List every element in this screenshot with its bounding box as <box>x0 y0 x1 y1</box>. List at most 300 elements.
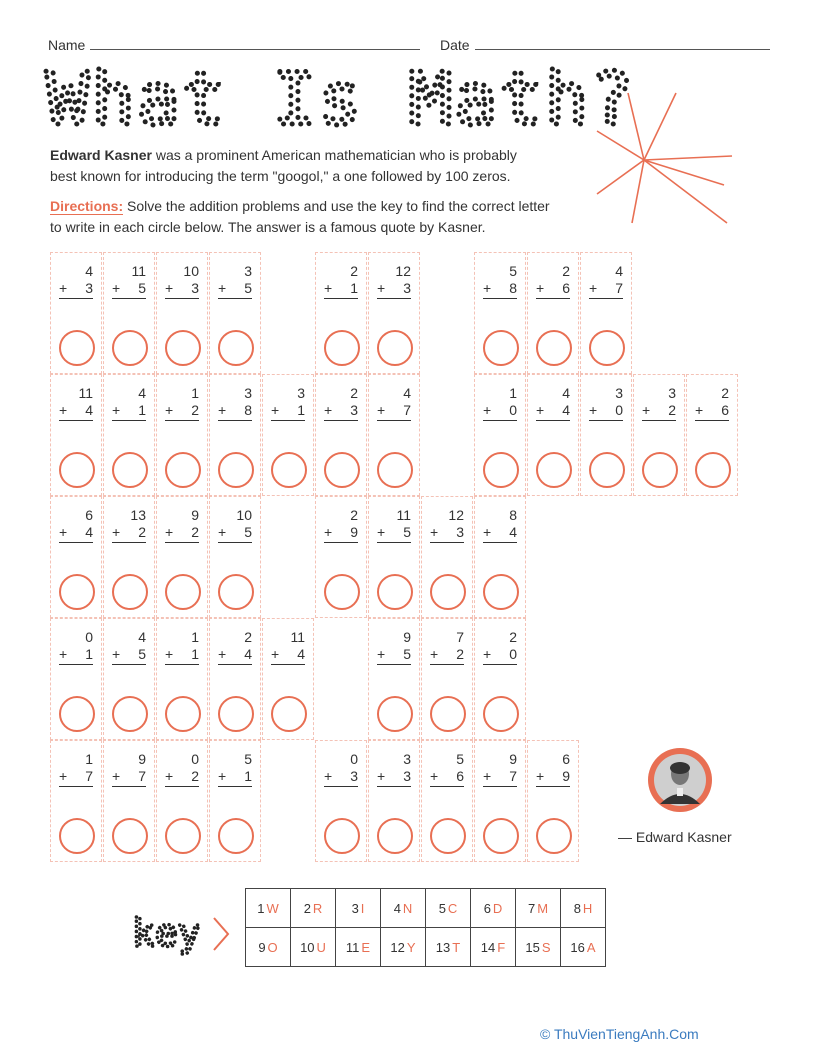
sum-line <box>165 298 199 299</box>
addend-top: 5 <box>456 751 464 767</box>
addend-value: 1 <box>85 646 93 662</box>
addend-top: 8 <box>509 507 517 523</box>
addend-bottom <box>430 646 464 663</box>
key-number: 3 <box>351 900 359 916</box>
sum-line <box>483 298 517 299</box>
addend-value: 0 <box>615 402 623 418</box>
problem-cell <box>368 618 420 740</box>
problem-cell <box>580 252 632 374</box>
addend-value: 9 <box>350 524 358 540</box>
answer-circle[interactable] <box>377 696 413 732</box>
addend-top: 4 <box>615 263 623 279</box>
addend-top: 1 <box>85 751 93 767</box>
problem-cell <box>474 496 526 618</box>
answer-circle[interactable] <box>536 452 572 488</box>
answer-circle[interactable] <box>59 696 95 732</box>
answer-circle[interactable] <box>324 818 360 854</box>
sum-line <box>59 542 93 543</box>
addition-problem <box>112 507 146 543</box>
addition-problem <box>112 385 146 421</box>
attribution: — Edward Kasner <box>618 829 732 845</box>
addition-problem <box>324 385 358 421</box>
svg-text:key: key <box>132 911 201 955</box>
sum-line <box>271 664 305 665</box>
addend-bottom <box>112 280 146 297</box>
answer-circle[interactable] <box>483 696 519 732</box>
answer-circle[interactable] <box>377 330 413 366</box>
problem-cell <box>315 374 367 496</box>
problem-cell <box>50 374 102 496</box>
plus-sign: + <box>218 524 227 540</box>
problem-cell <box>103 618 155 740</box>
key-number: 8 <box>573 900 581 916</box>
addend-top: 0 <box>191 751 199 767</box>
answer-circle[interactable] <box>377 574 413 610</box>
addend-value: 1 <box>138 402 146 418</box>
key-number: 15 <box>525 939 540 955</box>
addend-top: 4 <box>562 385 570 401</box>
addend-value: 7 <box>509 768 517 784</box>
addend-top: 7 <box>456 629 464 645</box>
sum-line <box>165 542 199 543</box>
plus-sign: + <box>165 646 174 662</box>
plus-sign: + <box>324 768 333 784</box>
key-number: 14 <box>480 939 496 955</box>
page-title <box>40 57 636 141</box>
answer-circle[interactable] <box>112 452 148 488</box>
problem-cell <box>209 252 261 374</box>
addend-top: 0 <box>85 629 93 645</box>
sum-line <box>324 542 358 543</box>
addend-top: 2 <box>244 629 252 645</box>
addend-bottom <box>695 402 729 419</box>
key-letter: C <box>447 900 458 916</box>
problem-cell <box>156 618 208 740</box>
answer-circle[interactable] <box>165 330 201 366</box>
addend-bottom <box>324 768 358 785</box>
sum-line <box>165 786 199 787</box>
addend-top: 2 <box>350 263 358 279</box>
problem-cell <box>527 252 579 374</box>
problem-cell <box>50 618 102 740</box>
addend-top: 3 <box>615 385 623 401</box>
key-cell <box>516 889 561 928</box>
answer-circle[interactable] <box>165 574 201 610</box>
answer-circle[interactable] <box>430 574 466 610</box>
plus-sign: + <box>483 768 492 784</box>
problem-cell <box>368 374 420 496</box>
plus-sign: + <box>218 768 227 784</box>
addend-bottom <box>324 280 358 297</box>
addend-bottom <box>377 280 411 297</box>
problem-cell <box>315 740 367 862</box>
sum-line <box>483 786 517 787</box>
sum-line <box>536 420 570 421</box>
addition-problem <box>483 263 517 299</box>
answer-circle[interactable] <box>483 330 519 366</box>
plus-sign: + <box>218 280 227 296</box>
key-cell <box>291 889 336 928</box>
addend-value: 7 <box>403 402 411 418</box>
sum-line <box>377 542 411 543</box>
answer-circle[interactable] <box>165 452 201 488</box>
sum-line <box>430 664 464 665</box>
key-number: 4 <box>393 900 401 916</box>
plus-sign: + <box>536 280 545 296</box>
sum-line <box>589 298 623 299</box>
addend-value: 5 <box>244 280 252 296</box>
answer-circle[interactable] <box>483 818 519 854</box>
intro-line1: was a prominent American mathematician who is probably <box>151 147 517 163</box>
addition-problem <box>377 751 411 787</box>
addition-problem <box>483 751 517 787</box>
addition-problem <box>483 385 517 421</box>
answer-circle[interactable] <box>483 452 519 488</box>
answer-circle[interactable] <box>112 330 148 366</box>
addend-bottom <box>483 768 517 785</box>
addend-top: 12 <box>448 507 464 523</box>
plus-sign: + <box>112 524 121 540</box>
answer-circle[interactable] <box>112 818 148 854</box>
addend-value: 3 <box>403 768 411 784</box>
addend-top: 2 <box>721 385 729 401</box>
date-field[interactable] <box>475 49 770 50</box>
sum-line <box>59 420 93 421</box>
answer-circle[interactable] <box>430 818 466 854</box>
answer-circle[interactable] <box>483 574 519 610</box>
plus-sign: + <box>536 768 545 784</box>
key-letter: Y <box>406 939 416 955</box>
addend-bottom <box>430 524 464 541</box>
sum-line <box>112 420 146 421</box>
addend-top: 9 <box>509 751 517 767</box>
addend-bottom <box>483 524 517 541</box>
addend-value: 2 <box>456 646 464 662</box>
key-row <box>246 889 606 928</box>
plus-sign: + <box>589 402 598 418</box>
sum-line <box>536 786 570 787</box>
addition-problem <box>536 751 570 787</box>
sum-line <box>377 298 411 299</box>
addition-problem <box>430 629 464 665</box>
plus-sign: + <box>377 524 386 540</box>
key-letter: I <box>360 900 365 916</box>
addend-value: 2 <box>138 524 146 540</box>
directions-line2: to write in each circle below. The answer is a famous quote by Kasner. <box>50 219 486 235</box>
addend-top: 12 <box>395 263 411 279</box>
addend-top: 5 <box>244 751 252 767</box>
addend-bottom <box>377 402 411 419</box>
addition-problem <box>695 385 729 421</box>
addition-problem <box>324 263 358 299</box>
addition-problem <box>165 751 199 787</box>
key-letter: F <box>497 939 506 955</box>
sum-line <box>483 420 517 421</box>
answer-circle[interactable] <box>59 574 95 610</box>
addition-problem <box>377 263 411 299</box>
addend-value: 7 <box>138 768 146 784</box>
space-cell <box>262 740 314 862</box>
addition-problem <box>271 629 305 665</box>
sum-line <box>589 420 623 421</box>
answer-circle[interactable] <box>536 330 572 366</box>
space-cell <box>262 252 314 374</box>
key-label <box>130 906 240 962</box>
addend-value: 0 <box>509 646 517 662</box>
addend-value: 2 <box>191 524 199 540</box>
addend-value: 3 <box>85 280 93 296</box>
key-letter: R <box>312 900 323 916</box>
key-letter: A <box>586 939 596 955</box>
key-cell <box>471 889 516 928</box>
plus-sign: + <box>377 280 386 296</box>
addition-problem <box>112 263 146 299</box>
sum-line <box>377 420 411 421</box>
plus-sign: + <box>165 280 174 296</box>
addend-value: 1 <box>350 280 358 296</box>
answer-circle[interactable] <box>589 330 625 366</box>
answer-circle[interactable] <box>324 330 360 366</box>
sum-line <box>112 786 146 787</box>
problem-cell <box>580 374 632 496</box>
addend-bottom <box>218 402 252 419</box>
intro-paragraph <box>50 145 590 187</box>
problem-cell <box>50 740 102 862</box>
addend-top: 2 <box>509 629 517 645</box>
addend-top: 4 <box>85 263 93 279</box>
addition-problem <box>112 629 146 665</box>
key-table <box>245 888 606 967</box>
addend-bottom <box>377 524 411 541</box>
addend-value: 2 <box>191 768 199 784</box>
answer-circle[interactable] <box>59 452 95 488</box>
addend-top: 6 <box>562 751 570 767</box>
footer-credit: © ThuVienTiengAnh.Com <box>540 1026 699 1042</box>
sum-line <box>59 664 93 665</box>
addend-value: 8 <box>509 280 517 296</box>
addend-bottom <box>218 646 252 663</box>
addend-top: 3 <box>297 385 305 401</box>
addend-value: 2 <box>191 402 199 418</box>
key-number: 16 <box>570 939 585 955</box>
space-cell <box>421 374 473 496</box>
problem-cell <box>474 740 526 862</box>
answer-circle[interactable] <box>536 818 572 854</box>
plus-sign: + <box>165 524 174 540</box>
problem-cell <box>421 740 473 862</box>
addend-value: 3 <box>456 524 464 540</box>
addend-top: 9 <box>191 507 199 523</box>
addend-value: 9 <box>562 768 570 784</box>
addend-value: 4 <box>297 646 305 662</box>
addend-top: 2 <box>350 385 358 401</box>
addition-problem <box>642 385 676 421</box>
addend-top: 6 <box>85 507 93 523</box>
key-number: 9 <box>258 939 266 955</box>
addend-bottom <box>165 646 199 663</box>
answer-circle[interactable] <box>377 452 413 488</box>
addend-value: 4 <box>85 402 93 418</box>
plus-sign: + <box>377 646 386 662</box>
key-cell <box>426 928 471 967</box>
addend-bottom <box>483 646 517 663</box>
sum-line <box>430 786 464 787</box>
addend-bottom <box>589 402 623 419</box>
problem-cell <box>527 740 579 862</box>
problem-cell <box>50 252 102 374</box>
addend-top: 13 <box>130 507 146 523</box>
answer-circle[interactable] <box>218 574 254 610</box>
answer-circle[interactable] <box>165 818 201 854</box>
addend-bottom <box>59 768 93 785</box>
addend-value: 6 <box>562 280 570 296</box>
addition-problem <box>59 385 93 421</box>
addend-bottom <box>59 402 93 419</box>
key-number: 12 <box>390 939 405 955</box>
answer-circle[interactable] <box>430 696 466 732</box>
sum-line <box>218 298 252 299</box>
plus-sign: + <box>59 768 68 784</box>
addend-bottom <box>165 524 199 541</box>
answer-circle[interactable] <box>59 818 95 854</box>
answer-circle[interactable] <box>218 452 254 488</box>
problem-cell <box>474 252 526 374</box>
addend-value: 3 <box>350 402 358 418</box>
answer-circle[interactable] <box>271 452 307 488</box>
plus-sign: + <box>483 524 492 540</box>
answer-circle[interactable] <box>218 696 254 732</box>
sum-line <box>218 664 252 665</box>
kasner-portrait <box>646 746 714 814</box>
problem-cell <box>368 252 420 374</box>
key-cell <box>516 928 561 967</box>
problem-cell <box>527 374 579 496</box>
answer-circle[interactable] <box>589 452 625 488</box>
addition-problem <box>218 263 252 299</box>
key-number: 6 <box>483 900 491 916</box>
addition-problem <box>430 751 464 787</box>
plus-sign: + <box>483 402 492 418</box>
key-cell <box>381 928 426 967</box>
plus-sign: + <box>377 768 386 784</box>
sum-line <box>112 664 146 665</box>
plus-sign: + <box>165 768 174 784</box>
problem-cell <box>103 252 155 374</box>
problem-cell <box>103 496 155 618</box>
addend-value: 2 <box>668 402 676 418</box>
key-letter: D <box>492 900 503 916</box>
key-cell <box>246 889 291 928</box>
sum-line <box>324 298 358 299</box>
key-cell <box>336 889 381 928</box>
addend-bottom <box>589 280 623 297</box>
addend-top: 9 <box>138 751 146 767</box>
answer-circle[interactable] <box>59 330 95 366</box>
addition-problem <box>536 263 570 299</box>
answer-circle[interactable] <box>271 696 307 732</box>
addition-problem <box>218 507 252 543</box>
answer-circle[interactable] <box>377 818 413 854</box>
plus-sign: + <box>112 280 121 296</box>
answer-circle[interactable] <box>112 574 148 610</box>
name-label: Name <box>48 37 86 53</box>
key-cell <box>471 928 516 967</box>
addend-bottom <box>112 402 146 419</box>
answer-circle[interactable] <box>218 330 254 366</box>
addend-top: 10 <box>183 263 199 279</box>
problem-cell <box>421 496 473 618</box>
key-cell <box>561 889 606 928</box>
svg-text:What Is Math?: What Is Math? <box>46 57 636 141</box>
addend-top: 2 <box>350 507 358 523</box>
directions-label: Directions: <box>50 198 124 214</box>
key-cell <box>291 928 336 967</box>
problem-cell <box>686 374 738 496</box>
answer-circle[interactable] <box>695 452 731 488</box>
addend-value: 4 <box>509 524 517 540</box>
addend-bottom <box>377 646 411 663</box>
addition-problem <box>218 629 252 665</box>
answer-circle[interactable] <box>324 452 360 488</box>
problem-cell <box>474 374 526 496</box>
addend-value: 3 <box>350 768 358 784</box>
problem-cell <box>103 740 155 862</box>
problem-cell <box>315 252 367 374</box>
addend-top: 9 <box>403 629 411 645</box>
addend-value: 4 <box>244 646 252 662</box>
addend-bottom <box>483 402 517 419</box>
addend-top: 1 <box>509 385 517 401</box>
kasner-name: Edward Kasner <box>50 147 152 163</box>
sum-line <box>324 786 358 787</box>
addition-problem <box>59 629 93 665</box>
plus-sign: + <box>59 646 68 662</box>
problem-cell <box>368 740 420 862</box>
answer-circle[interactable] <box>218 818 254 854</box>
addend-top: 3 <box>244 385 252 401</box>
name-field[interactable] <box>90 49 420 50</box>
plus-sign: + <box>218 646 227 662</box>
addend-value: 4 <box>85 524 93 540</box>
addend-value: 3 <box>191 280 199 296</box>
key-letter: W <box>266 900 279 916</box>
addend-top: 4 <box>138 629 146 645</box>
answer-circle[interactable] <box>324 574 360 610</box>
key-letter: T <box>452 939 461 955</box>
addend-top: 0 <box>350 751 358 767</box>
key-letter: E <box>361 939 371 955</box>
sum-line <box>377 664 411 665</box>
answer-circle[interactable] <box>642 452 678 488</box>
addend-bottom <box>59 646 93 663</box>
answer-circle[interactable] <box>165 696 201 732</box>
addend-bottom <box>165 280 199 297</box>
addend-value: 5 <box>138 280 146 296</box>
sum-line <box>695 420 729 421</box>
addition-problem <box>377 385 411 421</box>
addend-value: 5 <box>403 524 411 540</box>
addition-problem <box>589 263 623 299</box>
addend-top: 4 <box>138 385 146 401</box>
answer-circle[interactable] <box>112 696 148 732</box>
plus-sign: + <box>695 402 704 418</box>
sum-line <box>642 420 676 421</box>
addend-bottom <box>218 768 252 785</box>
key-number: 7 <box>527 900 536 916</box>
addend-top: 5 <box>509 263 517 279</box>
key-cell <box>381 889 426 928</box>
problem-cell <box>262 618 314 740</box>
